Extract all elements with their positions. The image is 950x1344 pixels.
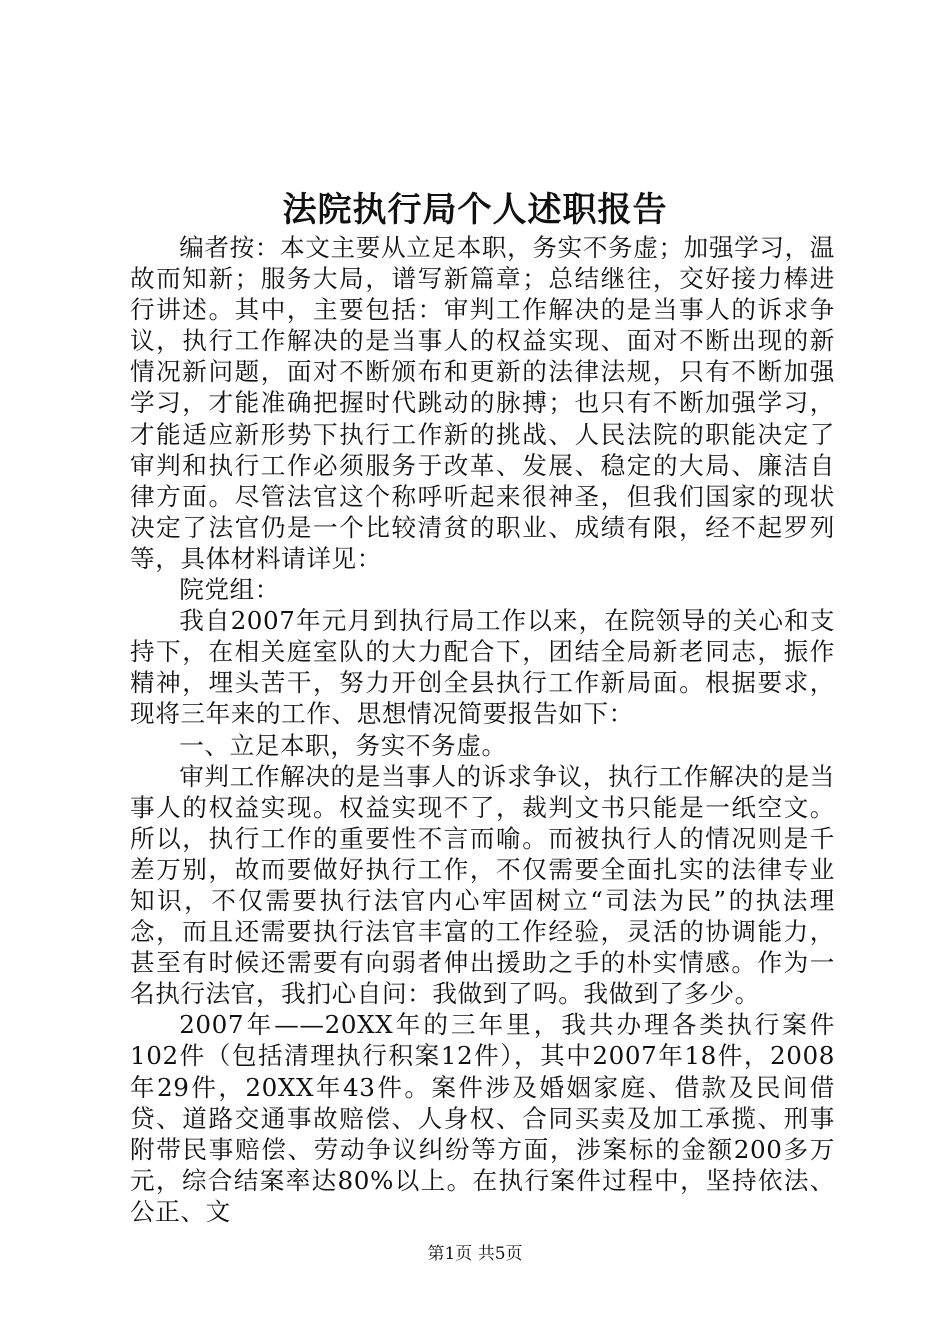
document-body [130, 232, 835, 1227]
paragraph-introduction: 我自2007年元月到执行局工作以来，在院领导的关心和支持下，在相关庭室队的大力配合下，团结全局新老同志，振作精神，埋头苦干，努力开创全县执行工作新局面。根据要求，现将三年来的工作、思想情况简要报告如下： [130, 606, 835, 729]
paragraph-case-statistics: 2007年——20XX年的三年里，我共办理各类执行案件102件（包括清理执行积案12件），其中2007年18件，2008年29件，20XX年43件。案件涉及婚姻家庭、借款及民间借贷、道路交通事故赔偿、人身权、合同买卖及加工承揽、刑事附带民事赔偿、劳动争议纠纷等方面，涉案标的金额200多万元，综合结案率达80%以上。在执行案件过程中，坚持依法、公正、文 [130, 1010, 835, 1226]
paragraph-section-1: 审判工作解决的是当事人的诉求争议，执行工作解决的是当事人的权益实现。权益实现不了，裁判文书只能是一纸空文。所以，执行工作的重要性不言而喻。而被执行人的情况则是千差万别，故而要做好执行工作，不仅需要全面扎实的法律专业知识，不仅需要执行法官内心牢固树立“司法为民”的执法理念，而且还需要执行法官丰富的工作经验，灵活的协调能力，甚至有时候还需要有向弱者伸出援助之手的朴实情感。作为一名执行法官，我扪心自问：我做到了吗。我做到了多少。 [130, 761, 835, 1009]
section-heading-1: 一、立足本职，务实不务虚。 [179, 730, 507, 760]
paragraph-salutation: 院党组： [179, 575, 280, 605]
paragraph-editor-note: 编者按：本文主要从立足本职，务实不务虚；加强学习，温故而知新；服务大局，谱写新篇章；总结继往，交好接力棒进行讲述。其中，主要包括：审判工作解决的是当事人的诉求争议，执行工作解决的是当事人的权益实现、面对不断出现的新情况新问题，面对不断颁布和更新的法律法规，只有不断加强学习，才能准确把握时代跳动的脉搏；也只有不断加强学习，才能适应新形势下执行工作新的挑战、人民法院的职能决定了审判和执行工作必须服务于改革、发展、稳定的大局、廉洁自律方面。尽管法官这个称呼听起来很神圣，但我们国家的现状决定了法官仍是一个比较清贫的职业、成绩有限，经不起罗列等，具体材料请详见： [130, 233, 835, 573]
page-footer: 第1页 共5页 [427, 1244, 523, 1264]
document-title: 法院执行局个人述职报告 [282, 190, 668, 230]
